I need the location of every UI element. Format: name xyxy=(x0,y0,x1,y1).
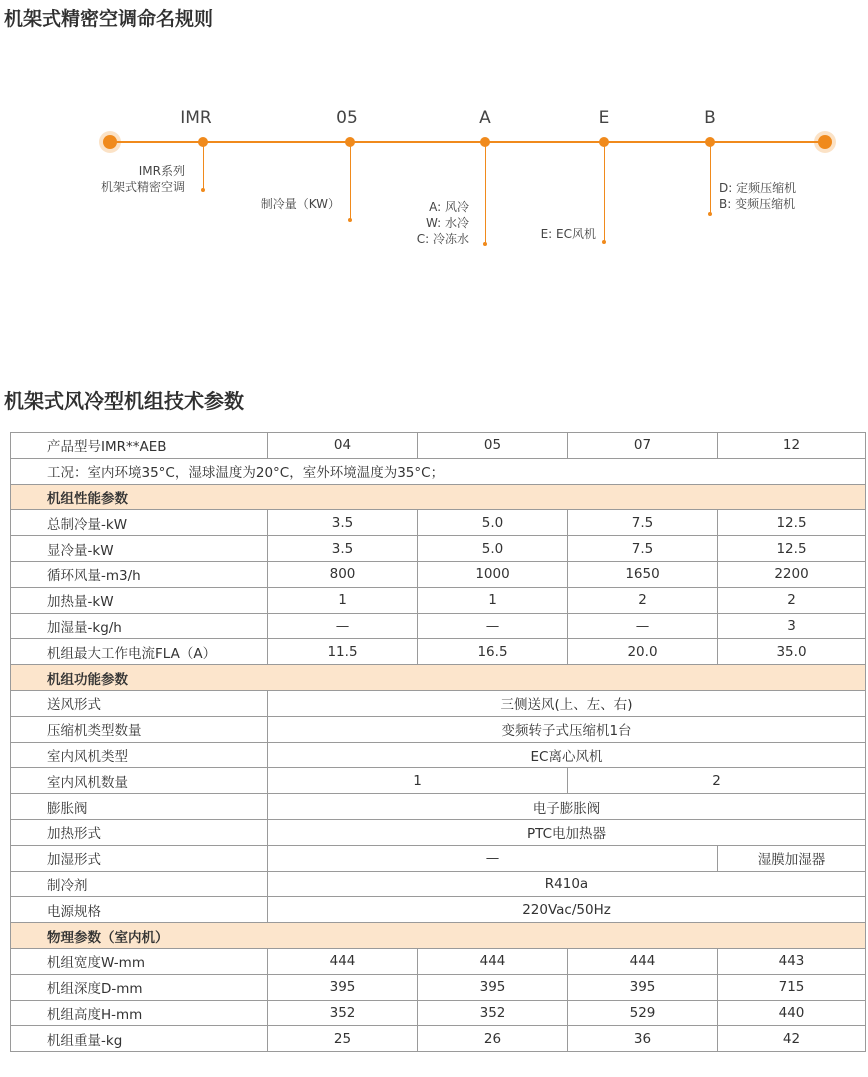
code-fan: E xyxy=(598,108,610,128)
desc-cooling xyxy=(380,199,469,247)
table-row xyxy=(11,613,866,639)
cell: 5.0 xyxy=(418,510,568,536)
section-function: 机组功能参数 xyxy=(11,665,866,691)
table-row xyxy=(11,690,866,716)
table-row xyxy=(11,587,866,613)
row-label: 机组最大工作电流FLA（A） xyxy=(11,639,268,665)
cell: 7.5 xyxy=(568,510,718,536)
cell: 42 xyxy=(718,1026,866,1052)
cell: PTC电加热器 xyxy=(268,819,866,845)
row-label: 显冷量-kW xyxy=(11,536,268,562)
connector-end-compressor xyxy=(708,212,712,216)
cell: 12.5 xyxy=(718,536,866,562)
row-label: 送风形式 xyxy=(11,690,268,716)
row-label: 机组重量-kg xyxy=(11,1026,268,1052)
spec-table xyxy=(10,432,866,1052)
table-row xyxy=(11,948,866,974)
cell: 1 xyxy=(418,587,568,613)
cell: 16.5 xyxy=(418,639,568,665)
cell: 352 xyxy=(268,1000,418,1026)
cell: 2 xyxy=(718,587,866,613)
table-row xyxy=(11,871,866,897)
cell: 395 xyxy=(568,974,718,1000)
desc-cooling-line1: A: 风冷 xyxy=(429,200,469,214)
cell: 395 xyxy=(268,974,418,1000)
table-row xyxy=(11,716,866,742)
code-capacity: 05 xyxy=(336,108,358,128)
table-row xyxy=(11,742,866,768)
row-label: 电源规格 xyxy=(11,897,268,923)
code-imr: IMR xyxy=(180,108,212,128)
section-physical: 物理参数（室内机） xyxy=(11,923,866,949)
connector-compressor xyxy=(710,142,711,214)
row-label: 加热形式 xyxy=(11,819,268,845)
row-label: 机组高度H-mm xyxy=(11,1000,268,1026)
cell: 25 xyxy=(268,1026,418,1052)
cell: 444 xyxy=(568,948,718,974)
desc-imr-line1: IMR系列 xyxy=(138,164,185,178)
cell: 3.5 xyxy=(268,536,418,562)
connector-fan xyxy=(604,142,605,242)
timeline-line xyxy=(110,141,825,143)
cell: — xyxy=(568,613,718,639)
cell: 2200 xyxy=(718,561,866,587)
cell: — xyxy=(268,613,418,639)
table-row xyxy=(11,845,866,871)
cell: 444 xyxy=(418,948,568,974)
desc-capacity: 制冷量（KW） xyxy=(260,197,340,211)
cell: 20.0 xyxy=(568,639,718,665)
cell: 35.0 xyxy=(718,639,866,665)
section-performance: 机组性能参数 xyxy=(11,484,866,510)
table-row xyxy=(11,561,866,587)
cell: 1 xyxy=(268,768,568,794)
cell: 7.5 xyxy=(568,536,718,562)
row-label: 加湿量-kg/h xyxy=(11,613,268,639)
cell: — xyxy=(418,613,568,639)
desc-compressor-line2: B: 变频压缩机 xyxy=(719,197,796,211)
cell: 5.0 xyxy=(418,536,568,562)
cell: 变频转子式压缩机1台 xyxy=(268,716,866,742)
cell: 2 xyxy=(568,768,866,794)
cell: 440 xyxy=(718,1000,866,1026)
section-row xyxy=(11,665,866,691)
model-05: 05 xyxy=(418,433,568,459)
table-row xyxy=(11,974,866,1000)
desc-cooling-line3: C: 冷冻水 xyxy=(416,232,469,246)
connector-capacity xyxy=(350,142,351,220)
cell: 352 xyxy=(418,1000,568,1026)
timeline-end-dot xyxy=(814,131,836,153)
desc-compressor-line1: D: 定频压缩机 xyxy=(719,181,797,195)
desc-compressor xyxy=(719,180,796,212)
model-label: 产品型号IMR**AEB xyxy=(11,433,268,459)
row-label: 膨胀阀 xyxy=(11,794,268,820)
model-12: 12 xyxy=(718,433,866,459)
cell: 529 xyxy=(568,1000,718,1026)
row-label: 室内风机数量 xyxy=(11,768,268,794)
cell: 3 xyxy=(718,613,866,639)
connector-end-imr xyxy=(201,188,205,192)
cell: 3.5 xyxy=(268,510,418,536)
section-row xyxy=(11,923,866,949)
cell: 715 xyxy=(718,974,866,1000)
cell: EC离心风机 xyxy=(268,742,866,768)
table-row xyxy=(11,536,866,562)
cell: 443 xyxy=(718,948,866,974)
model-07: 07 xyxy=(568,433,718,459)
connector-imr xyxy=(203,142,204,190)
connector-end-fan xyxy=(602,240,606,244)
row-label: 循环风量-m3/h xyxy=(11,561,268,587)
connector-cooling xyxy=(485,142,486,244)
table-row xyxy=(11,794,866,820)
code-cooling: A xyxy=(479,108,491,128)
row-label: 压缩机类型数量 xyxy=(11,716,268,742)
naming-rule-title: 机架式精密空调命名规则 xyxy=(4,8,214,30)
cell: 电子膨胀阀 xyxy=(268,794,866,820)
cell: 36 xyxy=(568,1026,718,1052)
cell: 1000 xyxy=(418,561,568,587)
table-row xyxy=(11,1000,866,1026)
connector-end-capacity xyxy=(348,218,352,222)
naming-diagram xyxy=(0,0,868,360)
cell: 26 xyxy=(418,1026,568,1052)
condition-note: 工况：室内环境35°C，湿球温度为20°C，室外环境温度为35°C； xyxy=(11,458,866,484)
desc-fan: E: EC风机 xyxy=(540,227,596,241)
cell: 220Vac/50Hz xyxy=(268,897,866,923)
cell: 1650 xyxy=(568,561,718,587)
cell: 1 xyxy=(268,587,418,613)
cell: 11.5 xyxy=(268,639,418,665)
condition-row xyxy=(11,458,866,484)
cell: 800 xyxy=(268,561,418,587)
connector-end-cooling xyxy=(483,242,487,246)
tech-params-title: 机架式风冷型机组技术参数 xyxy=(4,389,244,413)
cell: 湿膜加湿器 xyxy=(718,845,866,871)
cell: 2 xyxy=(568,587,718,613)
model-04: 04 xyxy=(268,433,418,459)
table-header-row xyxy=(11,433,866,459)
table-row xyxy=(11,897,866,923)
desc-cooling-line2: W: 水冷 xyxy=(425,216,469,230)
desc-imr xyxy=(80,163,185,195)
cell: 12.5 xyxy=(718,510,866,536)
cell: 三侧送风(上、左、右) xyxy=(268,690,866,716)
desc-imr-line2: 机架式精密空调 xyxy=(100,180,185,194)
row-label: 加湿形式 xyxy=(11,845,268,871)
row-label: 机组深度D-mm xyxy=(11,974,268,1000)
section-row xyxy=(11,484,866,510)
cell: 395 xyxy=(418,974,568,1000)
cell: R410a xyxy=(268,871,866,897)
row-label: 机组宽度W-mm xyxy=(11,948,268,974)
row-label: 制冷剂 xyxy=(11,871,268,897)
row-label: 总制冷量-kW xyxy=(11,510,268,536)
timeline-start-dot xyxy=(99,131,121,153)
row-label: 室内风机类型 xyxy=(11,742,268,768)
code-compressor: B xyxy=(704,108,716,128)
cell: — xyxy=(268,845,718,871)
table-row xyxy=(11,510,866,536)
cell: 444 xyxy=(268,948,418,974)
table-row xyxy=(11,639,866,665)
table-row xyxy=(11,1026,866,1052)
row-label: 加热量-kW xyxy=(11,587,268,613)
table-row xyxy=(11,768,866,794)
table-row xyxy=(11,819,866,845)
